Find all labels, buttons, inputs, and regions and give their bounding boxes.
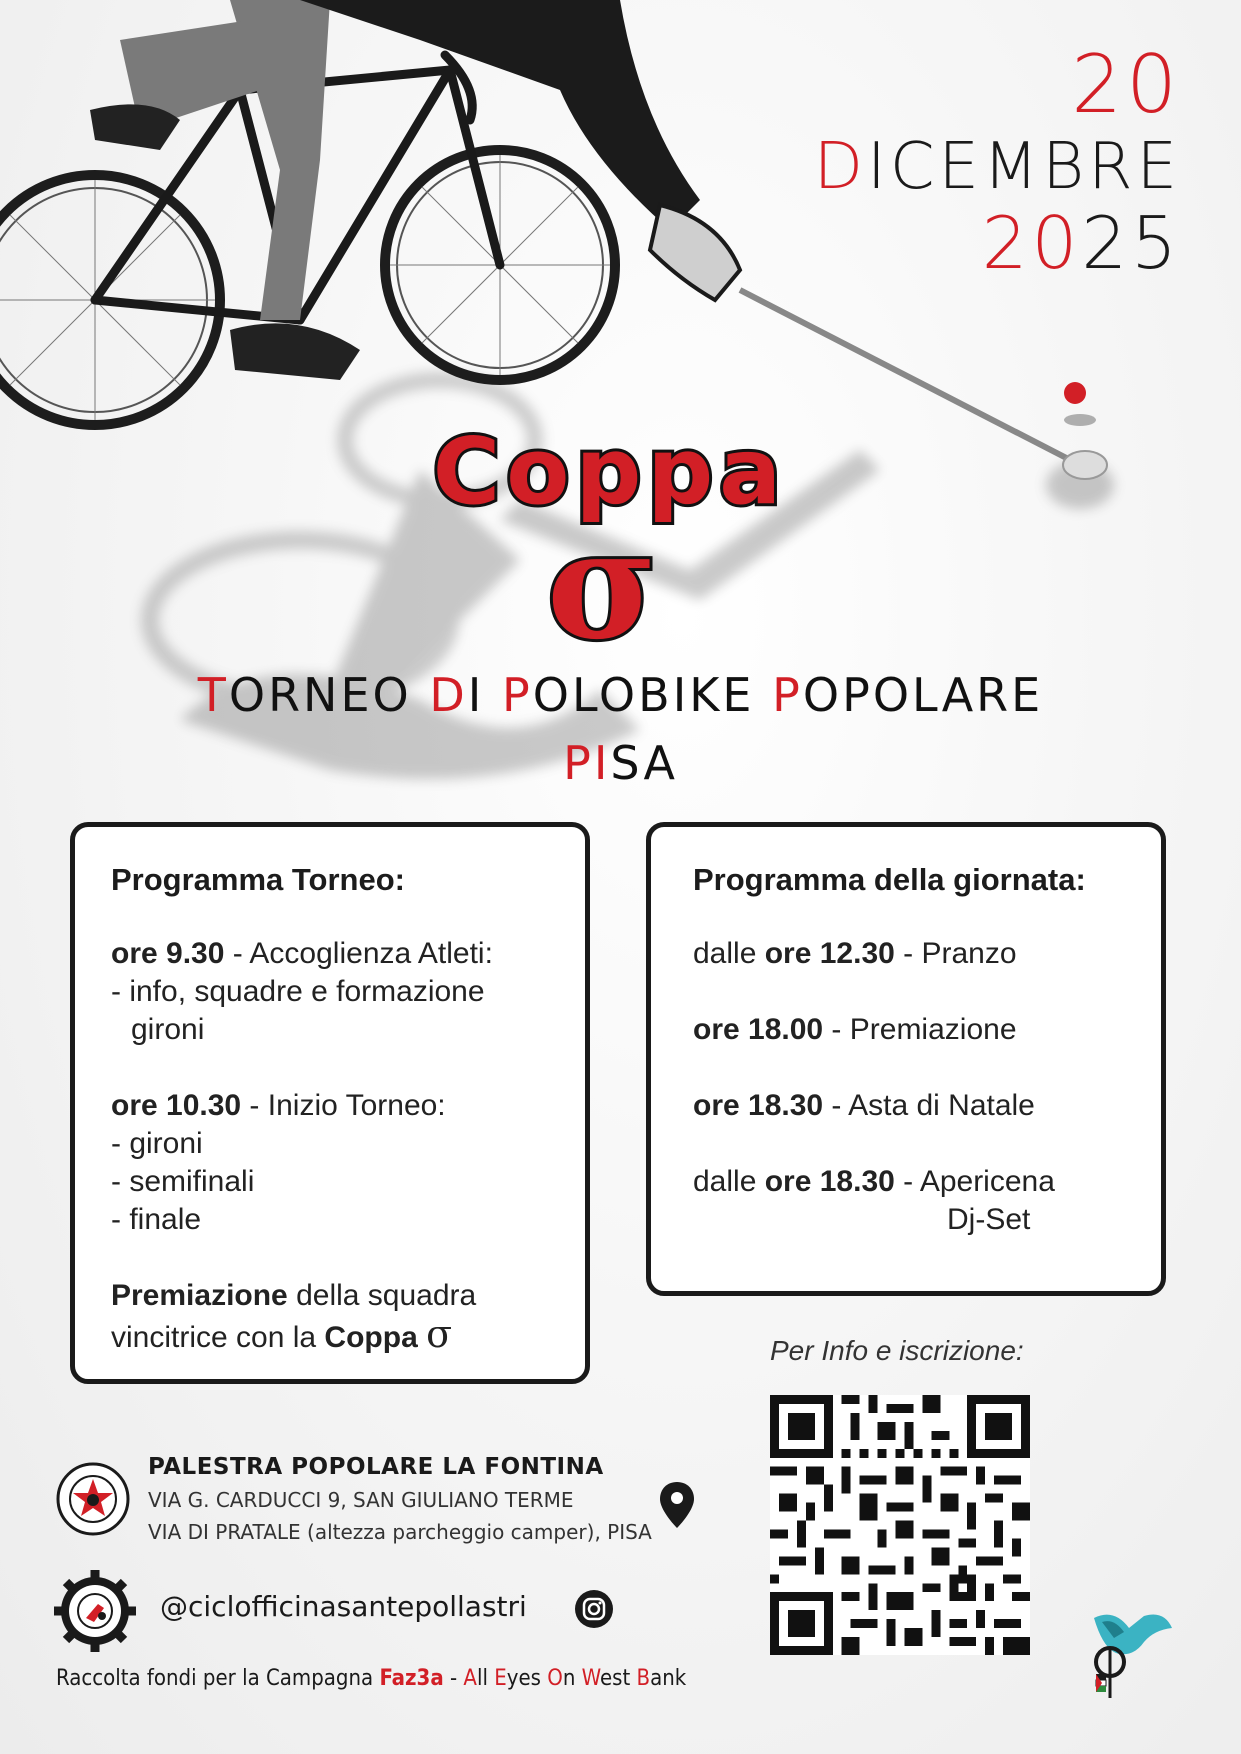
apericena-time: ore 18.30: [764, 1165, 895, 1198]
auction-time: ore 18.30: [693, 1089, 824, 1122]
address-2-pre: VIA DI PRATALE: [148, 1520, 308, 1544]
date-year-rest: 25: [1081, 201, 1181, 285]
map-pin-icon[interactable]: [660, 1482, 694, 1528]
title-word-2: I: [467, 668, 502, 722]
welcome-time: ore 9.30: [111, 937, 225, 970]
address-2-post: , PISA: [594, 1520, 652, 1544]
start-sub-2: - semifinali: [111, 1165, 255, 1198]
title-initial-3: P: [501, 668, 533, 722]
ciclofficina-gear-emblem: [54, 1570, 136, 1652]
apericena-text: - Apericena: [894, 1165, 1055, 1198]
awards-time: ore 18.00: [693, 1013, 824, 1046]
logo-word: Coppa: [432, 425, 788, 525]
palestra-popolare-emblem: [56, 1462, 130, 1536]
footer-initial-w: W: [581, 1666, 600, 1691]
date-year: [814, 201, 1181, 285]
welcome-text: - Accoglienza Atleti:: [224, 937, 493, 970]
footer-word-on: n: [562, 1666, 582, 1691]
title-word-4: OPOLARE: [802, 668, 1044, 722]
tournament-schedule-heading: Programma Torneo:: [111, 862, 405, 897]
title-initial-4: P: [772, 668, 803, 722]
venue-info: [148, 1454, 652, 1544]
title-word-3: OLOBIKE: [532, 668, 773, 722]
awards-text: - Premiazione: [823, 1013, 1017, 1046]
award-text: della squadra: [287, 1279, 477, 1312]
event-city: [0, 736, 1241, 790]
footer-dash: -: [443, 1666, 464, 1691]
schedule-item-welcome: [111, 935, 549, 973]
address-2-note: (altezza parcheggio camper): [307, 1520, 595, 1544]
venue-address-1: VIA G. CARDUCCI 9, SAN GIULIANO TERME: [148, 1488, 574, 1512]
logo-symbol: σ: [546, 497, 658, 655]
award-cup: Coppa: [324, 1321, 418, 1354]
award-bold: Premiazione: [111, 1279, 288, 1312]
city-rest: SA: [610, 736, 678, 790]
day-item-lunch: [693, 935, 1119, 973]
footer-initial-e: E: [494, 1666, 507, 1691]
venue-address-2: [148, 1520, 652, 1544]
instagram-icon[interactable]: [574, 1589, 614, 1629]
apericena-pre: dalle: [693, 1165, 765, 1198]
lunch-text: - Pranzo: [894, 937, 1017, 970]
coppa-sigma-logo: [380, 425, 840, 655]
footer-word-bank: ank: [650, 1666, 687, 1691]
schedule-item-start: [111, 1087, 549, 1125]
day-item-apericena: [693, 1163, 1119, 1201]
djset-text: Dj-Set: [947, 1203, 1031, 1236]
day-schedule-box: [646, 822, 1166, 1296]
date-month: [813, 130, 1181, 204]
footer-word-all: ll: [476, 1666, 495, 1691]
date-month-initial: D: [813, 130, 867, 204]
day-item-auction: [693, 1087, 1119, 1125]
tournament-schedule-box: [70, 822, 590, 1384]
auction-text: - Asta di Natale: [823, 1089, 1035, 1122]
title-word-1: ORNEO: [228, 668, 430, 722]
instagram-handle[interactable]: @ciclofficinasantepollastri: [160, 1590, 527, 1623]
event-title: [0, 668, 1241, 722]
date-month-rest: ICEMBRE: [866, 130, 1181, 204]
date-year-first: 20: [981, 201, 1082, 285]
award-sigma: σ: [426, 1312, 453, 1356]
footer-initial-o: O: [547, 1666, 563, 1691]
start-sub-1: - gironi: [111, 1127, 203, 1160]
footer-initial-a: A: [463, 1666, 477, 1691]
footer-pre: Raccolta fondi per la Campagna: [56, 1666, 380, 1691]
city-initial: PI: [563, 736, 611, 790]
award-text-2: vincitrice con la: [111, 1321, 325, 1354]
start-text: - Inizio Torneo:: [241, 1089, 446, 1122]
start-time: ore 10.30: [111, 1089, 242, 1122]
footer-word-west: est: [599, 1666, 637, 1691]
fundraising-footer: [56, 1666, 686, 1691]
venue-name: PALESTRA POPOLARE LA FONTINA: [148, 1454, 604, 1480]
lunch-pre: dalle: [693, 937, 765, 970]
info-label: Per Info e iscrizione:: [770, 1335, 1024, 1366]
welcome-sub-cont: gironi: [131, 1013, 205, 1046]
footer-initial-b: B: [636, 1666, 651, 1691]
date-day: 20: [1071, 38, 1181, 131]
registration-qr-code[interactable]: [770, 1395, 1030, 1655]
start-sub-3: - finale: [111, 1203, 202, 1236]
title-initial-2: D: [429, 668, 468, 722]
day-item-awards: [693, 1011, 1119, 1049]
gaza-sunbirds-logo: [1074, 1598, 1186, 1710]
day-schedule-heading: Programma della giornata:: [693, 862, 1086, 897]
footer-word-eyes: yes: [506, 1666, 548, 1691]
title-initial-1: T: [197, 668, 229, 722]
award-line-2: [111, 1312, 549, 1357]
welcome-sub: - info, squadre e formazione: [111, 975, 485, 1008]
event-date: [813, 38, 1181, 285]
footer-campaign: Faz3a: [379, 1666, 444, 1691]
lunch-time: ore 12.30: [764, 937, 895, 970]
award-line-1: [111, 1277, 549, 1315]
